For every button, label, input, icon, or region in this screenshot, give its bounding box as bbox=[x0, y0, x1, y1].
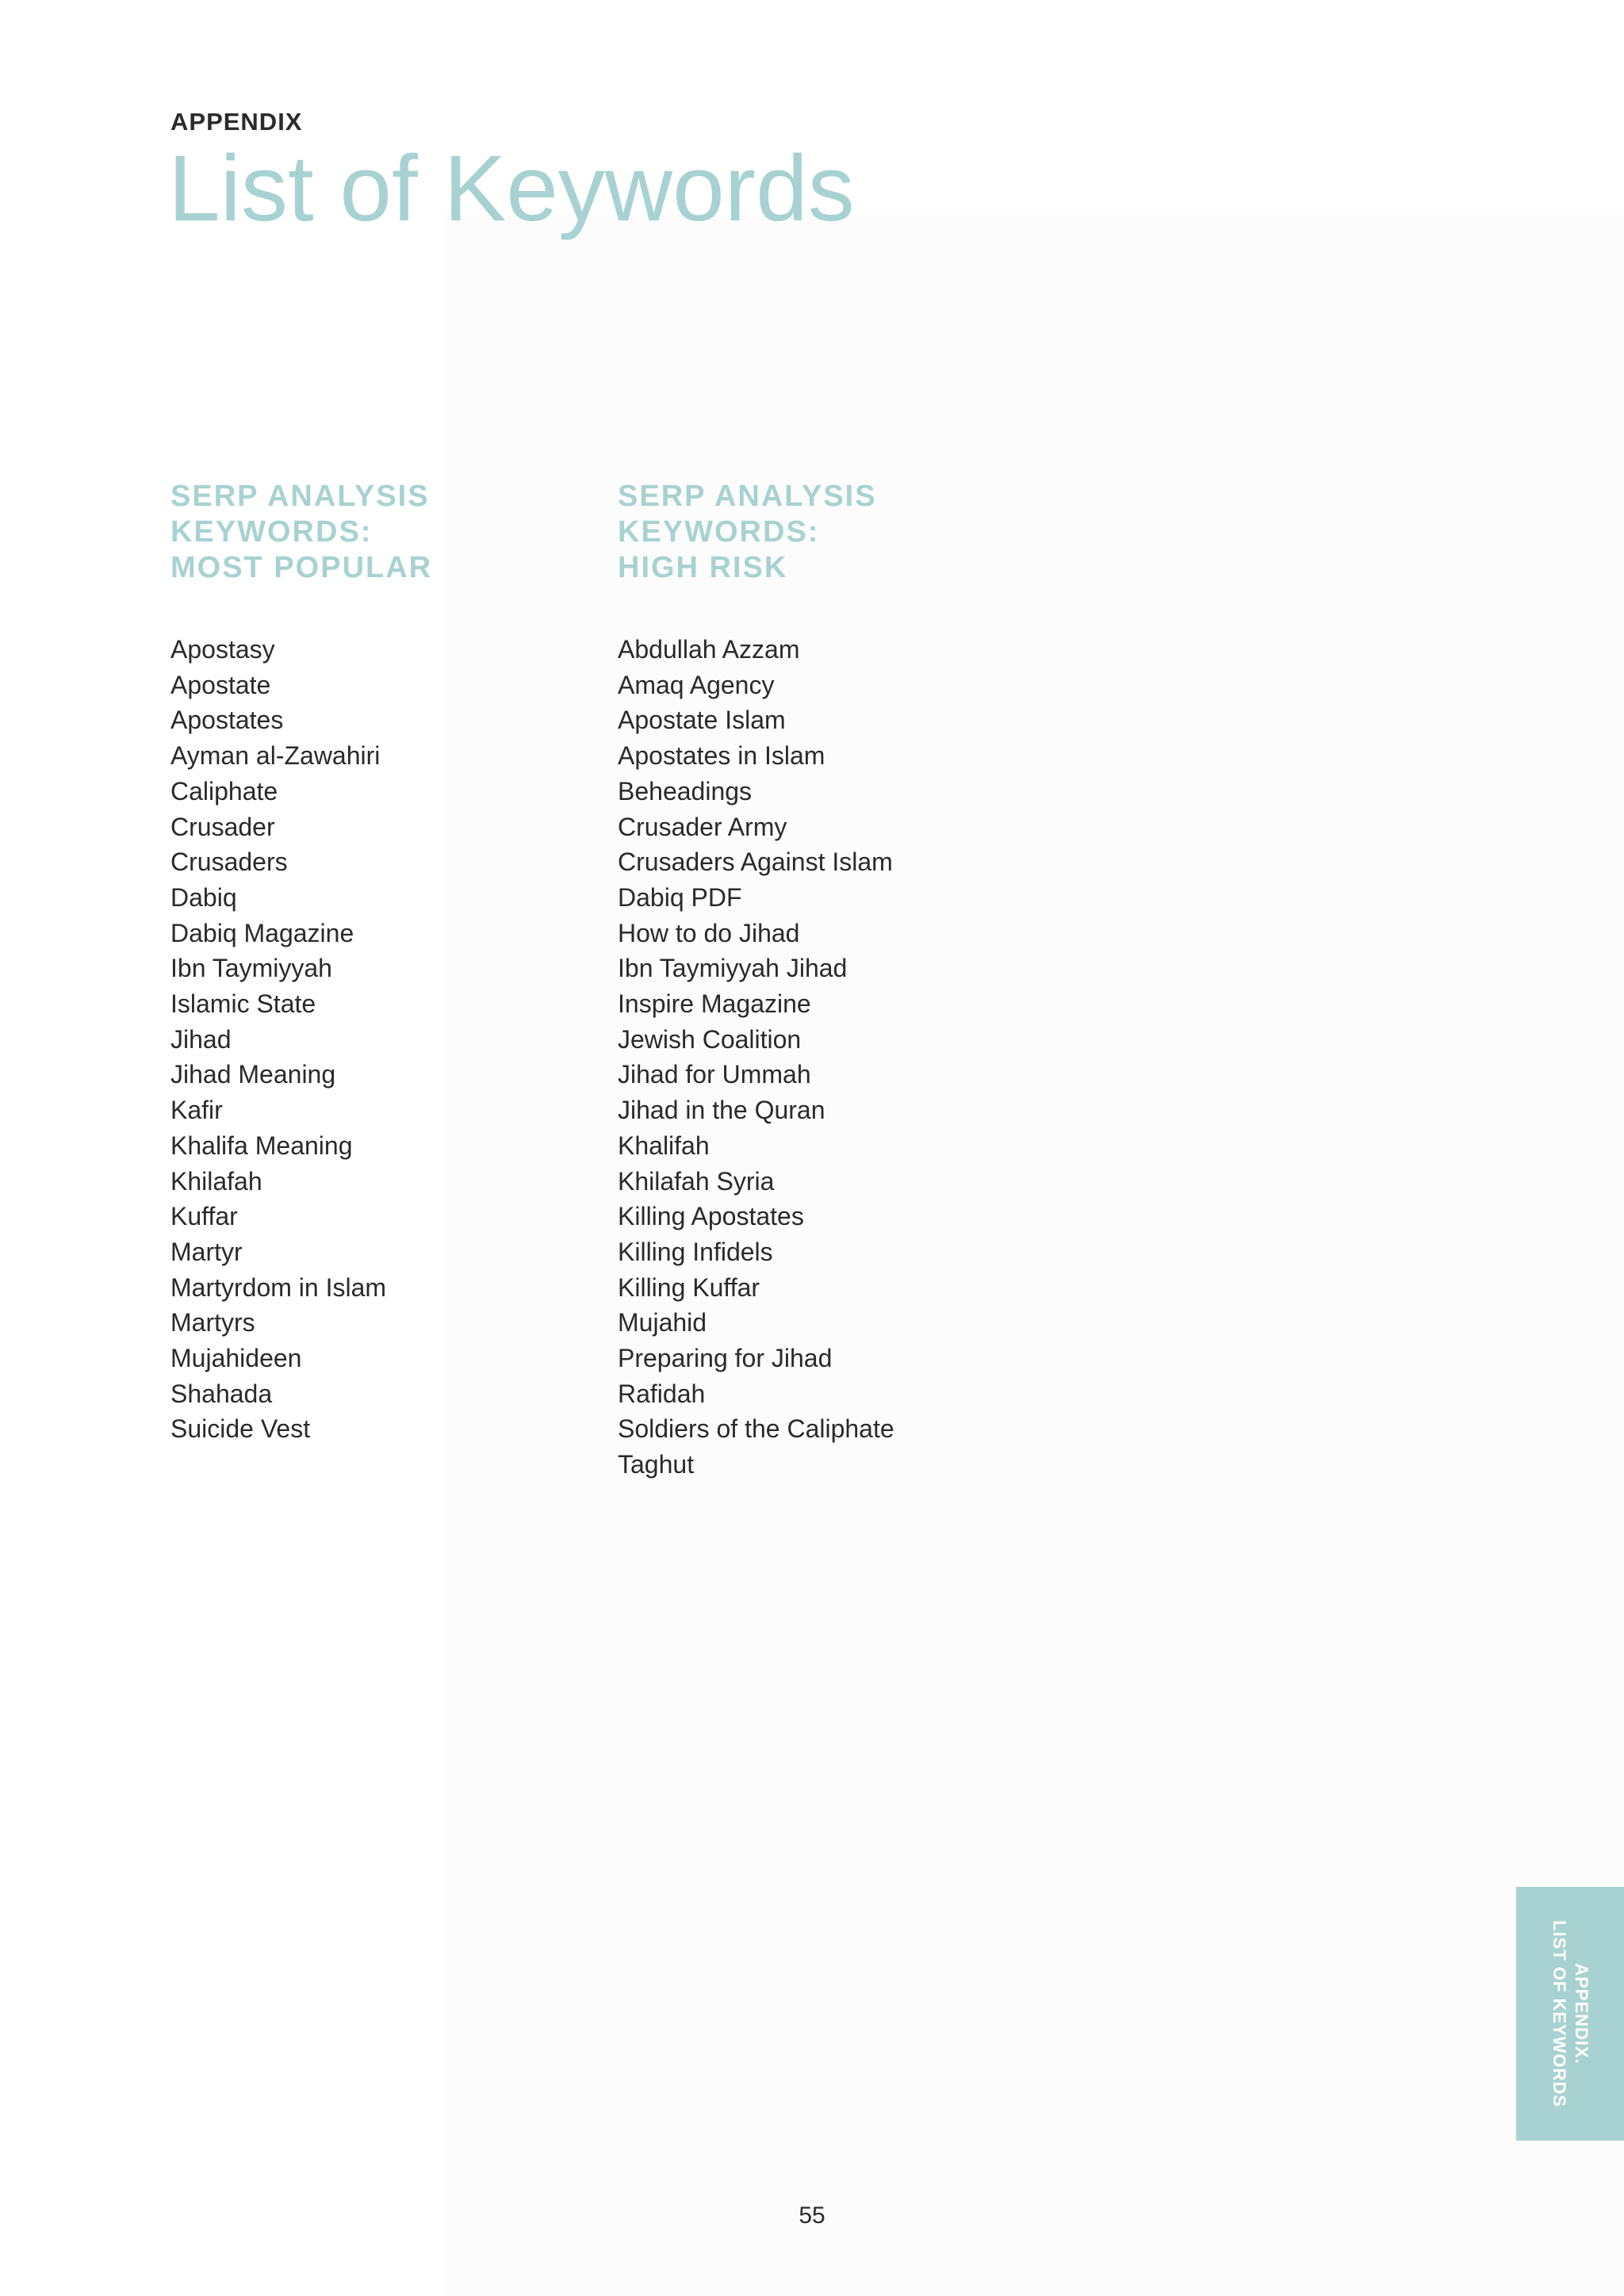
keyword-item: Khilafah bbox=[170, 1166, 262, 1196]
keyword-item: Caliphate bbox=[170, 776, 278, 806]
keyword-item: Jewish Coalition bbox=[618, 1024, 802, 1054]
keyword-item: Abdullah Azzam bbox=[618, 635, 800, 664]
keyword-item: Killing Kuffar bbox=[618, 1272, 760, 1302]
keyword-list-most-popular bbox=[170, 632, 583, 1447]
heading-line: HIGH RISK bbox=[618, 551, 788, 584]
keyword-item: Jihad Meaning bbox=[170, 1060, 336, 1089]
keyword-item: Beheadings bbox=[618, 776, 753, 806]
keyword-item: Ibn Taymiyyah bbox=[170, 954, 332, 983]
keyword-item: Crusaders Against Islam bbox=[618, 848, 893, 877]
keyword-item: Jihad bbox=[170, 1024, 232, 1054]
keyword-item: Kafir bbox=[170, 1096, 223, 1125]
keyword-item: Mujahid bbox=[618, 1308, 707, 1337]
page-number: 55 bbox=[799, 2202, 825, 2229]
side-tab-label bbox=[1548, 1920, 1592, 2107]
column-heading-most-popular bbox=[170, 479, 583, 586]
keyword-item: Ibn Taymiyyah Jihad bbox=[618, 954, 848, 983]
keyword-item: Apostate bbox=[170, 670, 271, 699]
keyword-item: Martyrs bbox=[170, 1308, 255, 1337]
keyword-item: Suicide Vest bbox=[170, 1414, 311, 1444]
keyword-item: Ayman al-Zawahiri bbox=[170, 741, 381, 771]
keyword-item: Soldiers of the Caliphate bbox=[618, 1414, 894, 1444]
column-heading-high-risk bbox=[618, 479, 1030, 586]
heading-line: KEYWORDS: bbox=[170, 515, 373, 549]
keyword-item: Martyr bbox=[170, 1237, 243, 1266]
section-eyebrow: APPENDIX bbox=[170, 108, 303, 136]
side-tab-line: LIST OF KEYWORDS bbox=[1549, 1920, 1569, 2107]
side-tab-line: APPENDIX. bbox=[1572, 1963, 1591, 2064]
keyword-item: Khilafah Syria bbox=[618, 1166, 775, 1196]
keyword-item: Taghut bbox=[618, 1450, 695, 1479]
keyword-item: Apostates bbox=[170, 706, 284, 735]
keyword-item: Mujahideen bbox=[170, 1344, 302, 1373]
keyword-item: Jihad for Ummah bbox=[618, 1060, 811, 1089]
keyword-item: Apostasy bbox=[170, 635, 275, 664]
keyword-item: Shahada bbox=[170, 1379, 273, 1408]
column-most-popular bbox=[170, 479, 583, 1447]
keyword-item: Inspire Magazine bbox=[618, 989, 811, 1019]
keyword-item: Killing Apostates bbox=[618, 1202, 804, 1231]
keyword-item: Killing Infidels bbox=[618, 1237, 773, 1266]
keyword-item: How to do Jihad bbox=[618, 918, 800, 947]
heading-line: SERP ANALYSIS bbox=[170, 480, 430, 513]
keyword-item: Islamic State bbox=[170, 989, 316, 1019]
section-side-tab[interactable] bbox=[1516, 1887, 1624, 2141]
keyword-item: Apostates in Islam bbox=[618, 741, 825, 771]
keyword-item: Crusaders bbox=[170, 848, 288, 877]
heading-line: KEYWORDS: bbox=[618, 515, 820, 549]
keyword-item: Rafidah bbox=[618, 1379, 706, 1408]
heading-line: SERP ANALYSIS bbox=[618, 480, 877, 513]
keyword-item: Khalifah bbox=[618, 1131, 710, 1160]
keyword-item: Jihad in the Quran bbox=[618, 1096, 825, 1125]
heading-line: MOST POPULAR bbox=[170, 551, 433, 584]
keyword-item: Khalifa Meaning bbox=[170, 1131, 353, 1160]
keyword-item: Dabiq bbox=[170, 882, 237, 912]
keyword-list-high-risk bbox=[618, 632, 1030, 1483]
keyword-item: Kuffar bbox=[170, 1202, 238, 1231]
page-title: List of Keywords bbox=[168, 136, 855, 241]
keyword-item: Crusader Army bbox=[618, 812, 787, 841]
keyword-item: Crusader bbox=[170, 812, 275, 841]
keyword-item: Preparing for Jihad bbox=[618, 1344, 833, 1373]
column-high-risk bbox=[618, 479, 1030, 1483]
keyword-item: Dabiq PDF bbox=[618, 882, 742, 912]
keyword-item: Martyrdom in Islam bbox=[170, 1272, 387, 1302]
keyword-item: Amaq Agency bbox=[618, 670, 775, 699]
keyword-item: Dabiq Magazine bbox=[170, 918, 354, 947]
keyword-item: Apostate Islam bbox=[618, 706, 786, 735]
